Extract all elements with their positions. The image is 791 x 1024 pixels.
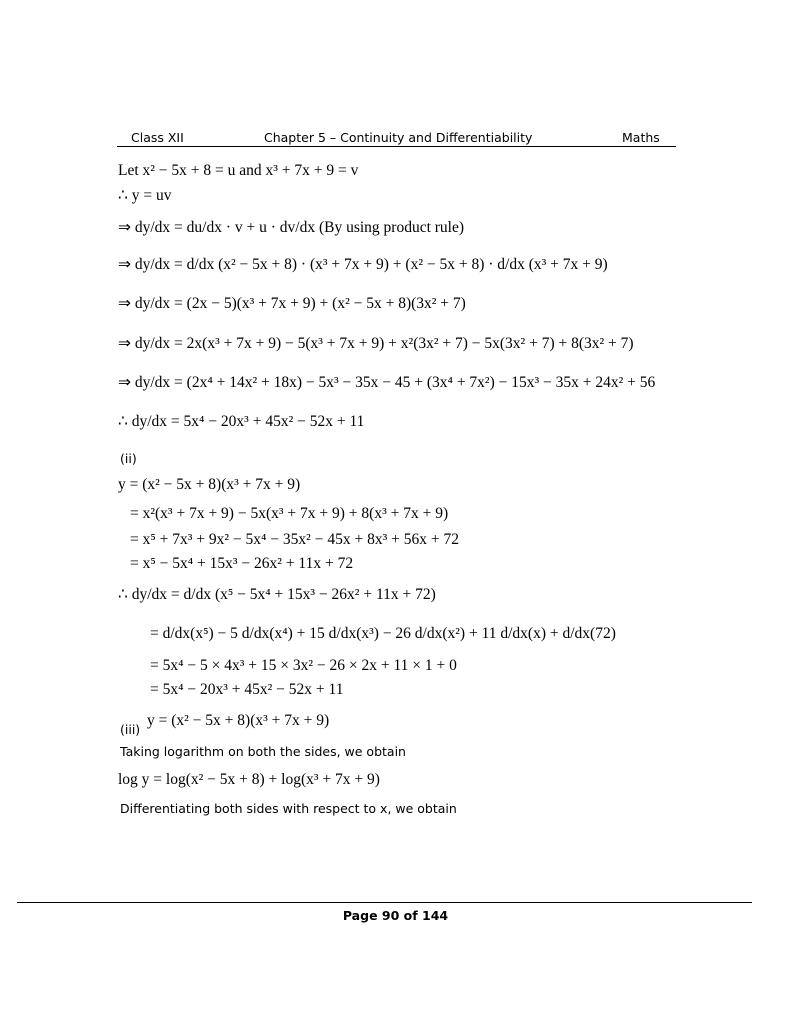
text-taking-log: Taking logarithm on both the sides, we obtain [120,744,406,759]
part-label-iii: (iii) [120,722,141,737]
math-line: Let x² − 5x + 8 = u and x³ + 7x + 9 = v [118,162,359,179]
math-line: = d/dx(x⁵) − 5 d/dx(x⁴) + 15 d/dx(x³) − 26 d/dx(x²) + 11 d/dx(x) + d/dx(72) [150,625,616,642]
header-divider [117,146,676,147]
math-line: = 5x⁴ − 20x³ + 45x² − 52x + 11 [150,681,344,698]
header-chapter: Chapter 5 – Continuity and Differentiability [264,130,533,145]
math-line: = x⁵ + 7x³ + 9x² − 5x⁴ − 35x² − 45x + 8x³ + 56x + 72 [130,531,459,548]
footer-divider [17,902,752,903]
math-line: ⇒ dy/dx = d/dx (x² − 5x + 8) · (x³ + 7x + 9) + (x² − 5x + 8) · d/dx (x³ + 7x + 9) [118,256,608,273]
math-line: y = (x² − 5x + 8)(x³ + 7x + 9) [118,476,301,493]
math-line: y = (x² − 5x + 8)(x³ + 7x + 9) [147,712,330,729]
text-differentiating: Differentiating both sides with respect to x, we obtain [120,801,457,816]
part-label-ii: (ii) [120,451,137,466]
math-line: ⇒ dy/dx = (2x − 5)(x³ + 7x + 9) + (x² − 5x + 8)(3x² + 7) [118,295,466,312]
header-class: Class XII [131,130,184,145]
math-line: ⇒ dy/dx = du/dx · v + u · dv/dx (By using product rule) [118,219,465,236]
math-line: = x²(x³ + 7x + 9) − 5x(x³ + 7x + 9) + 8(x³ + 7x + 9) [130,505,449,522]
page-number: Page 90 of 144 [342,908,449,923]
math-line: ∴ dy/dx = d/dx (x⁵ − 5x⁴ + 15x³ − 26x² + 11x + 72) [118,586,436,603]
math-line: ⇒ dy/dx = 2x(x³ + 7x + 9) − 5(x³ + 7x + 9) + x²(3x² + 7) − 5x(3x² + 7) + 8(3x² + 7) [118,335,634,352]
math-line: log y = log(x² − 5x + 8) + log(x³ + 7x + 9) [118,771,380,788]
math-line: = 5x⁴ − 5 × 4x³ + 15 × 3x² − 26 × 2x + 11 × 1 + 0 [150,657,457,674]
math-line: ∴ dy/dx = 5x⁴ − 20x³ + 45x² − 52x + 11 [118,413,365,430]
math-line: ∴ y = uv [118,187,172,204]
header-subject: Maths [622,130,660,145]
math-line: ⇒ dy/dx = (2x⁴ + 14x² + 18x) − 5x³ − 35x − 45 + (3x⁴ + 7x²) − 15x³ − 35x + 24x² + 56 [118,374,656,391]
math-line: = x⁵ − 5x⁴ + 15x³ − 26x² + 11x + 72 [130,555,354,572]
